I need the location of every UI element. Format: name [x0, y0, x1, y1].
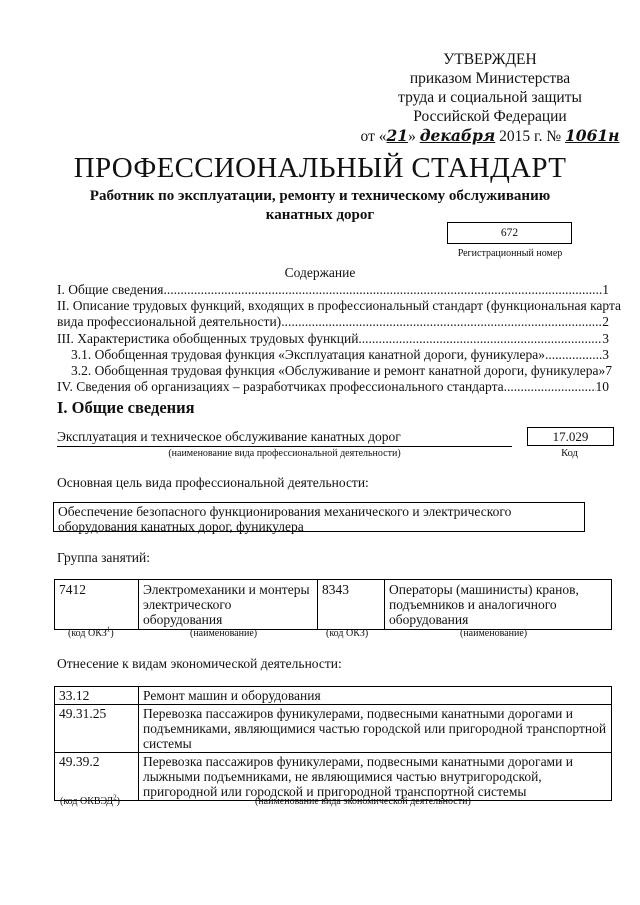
toc-item-text: 3.2. Обобщенная трудовая функция «Обслуживание и ремонт канатной дороги, фуникулера»: [71, 363, 606, 379]
toc-item-text: IV. Сведения об организациях – разработчиках профессионального стандарта: [57, 379, 504, 395]
date-prefix: от «: [360, 128, 387, 145]
okz-code-caption-2: (код ОКЗ): [326, 628, 369, 639]
approval-line-1: приказом Министерства: [409, 70, 571, 87]
approval-block: [360, 50, 620, 146]
table-row: [55, 580, 612, 630]
toc-item-page: 7: [605, 363, 612, 379]
toc-item-text: III. Характеристика обобщенных трудовых функций: [57, 330, 359, 346]
order-number: 1061н: [565, 126, 620, 145]
okved-name: Ремонт машин и оборудования: [139, 687, 612, 705]
okved-code-caption: [60, 793, 120, 807]
document-title: ПРОФЕССИОНАЛЬНЫЙ СТАНДАРТ: [73, 152, 567, 184]
okved-name: Перевозка пассажиров фуникулерами, подвесными канатными дорогами и лыжными подъемниками, не являющимися частью внутригородской, пригородной или городской и пригородной транспортной системы: [139, 753, 612, 801]
toc-item[interactable]: [57, 314, 609, 330]
okz-code-2: 8343: [318, 580, 385, 630]
approval-line-2: труда и социальной защиты: [398, 89, 582, 106]
approval-date-line: [360, 126, 620, 146]
occupation-name-caption-1: (наименование): [190, 628, 258, 639]
registration-number-label: Регистрационный номер: [457, 248, 563, 259]
economic-activity-table: [54, 686, 612, 801]
toc-item-page: 1: [602, 282, 609, 297]
approval-line-3: Российской Федерации: [413, 108, 567, 125]
table-row: [55, 705, 612, 753]
toc-item-text: I. Общие сведения: [57, 282, 164, 297]
toc-item-page: 10: [595, 379, 609, 395]
activity-code-box: 17.029: [527, 427, 614, 446]
footnote-mark: 1: [106, 625, 111, 634]
activity-name: Эксплуатация и техническое обслуживание канатных дорог: [57, 429, 512, 447]
approved-label: УТВЕРЖДЕН: [443, 51, 537, 68]
document-subtitle: Работник по эксплуатации, ремонту и техническому обслуживанию канатных дорог: [89, 188, 551, 223]
okved-code: 33.12: [55, 687, 139, 705]
caption-text: (код ОКВЭД: [60, 796, 114, 807]
toc-item-page: 2: [602, 314, 609, 330]
caption-text: ): [110, 628, 114, 639]
occupation-table: [54, 579, 612, 630]
occupation-name-1: Электромеханики и монтеры электрического оборудования: [139, 580, 318, 630]
toc-item[interactable]: [57, 331, 609, 347]
footnote-mark: 2: [113, 793, 117, 802]
okz-code-caption-1: [68, 625, 114, 639]
toc-item-text: 3.1. Обобщенная трудовая функция «Эксплуатация канатной дороги, фуникулера»: [71, 346, 545, 362]
date-mid: »: [408, 128, 420, 145]
toc-item-text: II. Описание трудовых функций, входящих в профессиональный стандарт (функциональная карта: [57, 298, 622, 314]
okved-code: 49.39.2: [55, 753, 139, 801]
okved-code: 49.31.25: [55, 705, 139, 753]
toc-item[interactable]: [57, 379, 609, 395]
economic-activity-label: Отнесение к видам экономической деятельности:: [57, 656, 342, 671]
toc-item-page: 3: [602, 346, 609, 362]
activity-code-caption: Код: [561, 448, 578, 459]
toc-item[interactable]: [57, 298, 622, 314]
toc-item-text: вида профессиональной деятельности): [57, 314, 282, 330]
okved-name: Перевозка пассажиров фуникулерами, подвесными канатными дорогами и подъемниками, являющимися частью городской или пригородной транспортной системы: [139, 705, 612, 753]
caption-text: ): [116, 796, 120, 807]
okz-code-1: 7412: [55, 580, 139, 630]
occupation-name-caption-2: (наименование): [460, 628, 528, 639]
table-row: [55, 753, 612, 801]
registration-number-box: 672: [447, 222, 572, 244]
toc-item-page: 3: [602, 330, 609, 346]
toc-item[interactable]: [57, 363, 612, 379]
okved-name-caption: (наименование вида экономической деятельности): [255, 796, 471, 807]
table-row: [55, 687, 612, 705]
occupation-name-2: Операторы (машинисты) кранов, подъемников и аналогичного оборудования: [385, 580, 612, 630]
table-of-contents: [57, 282, 622, 395]
occupation-group-label: Группа занятий:: [57, 550, 150, 565]
toc-title: Содержание: [284, 265, 356, 280]
date-day: 21: [386, 126, 409, 145]
activity-caption: (наименование вида профессиональной деятельности): [168, 448, 401, 459]
goal-label: Основная цель вида профессиональной деятельности:: [57, 475, 369, 490]
date-year: 2015 г. №: [495, 128, 562, 145]
toc-item[interactable]: [57, 347, 609, 363]
caption-text: (код ОКЗ: [68, 628, 107, 639]
goal-text-box: Обеспечение безопасного функционирования механического и электрического оборудования канатных дорог, фуникулера: [53, 502, 585, 532]
date-month: декабря: [419, 126, 496, 145]
toc-item[interactable]: [57, 282, 609, 298]
section-heading: I. Общие сведения: [57, 398, 195, 417]
